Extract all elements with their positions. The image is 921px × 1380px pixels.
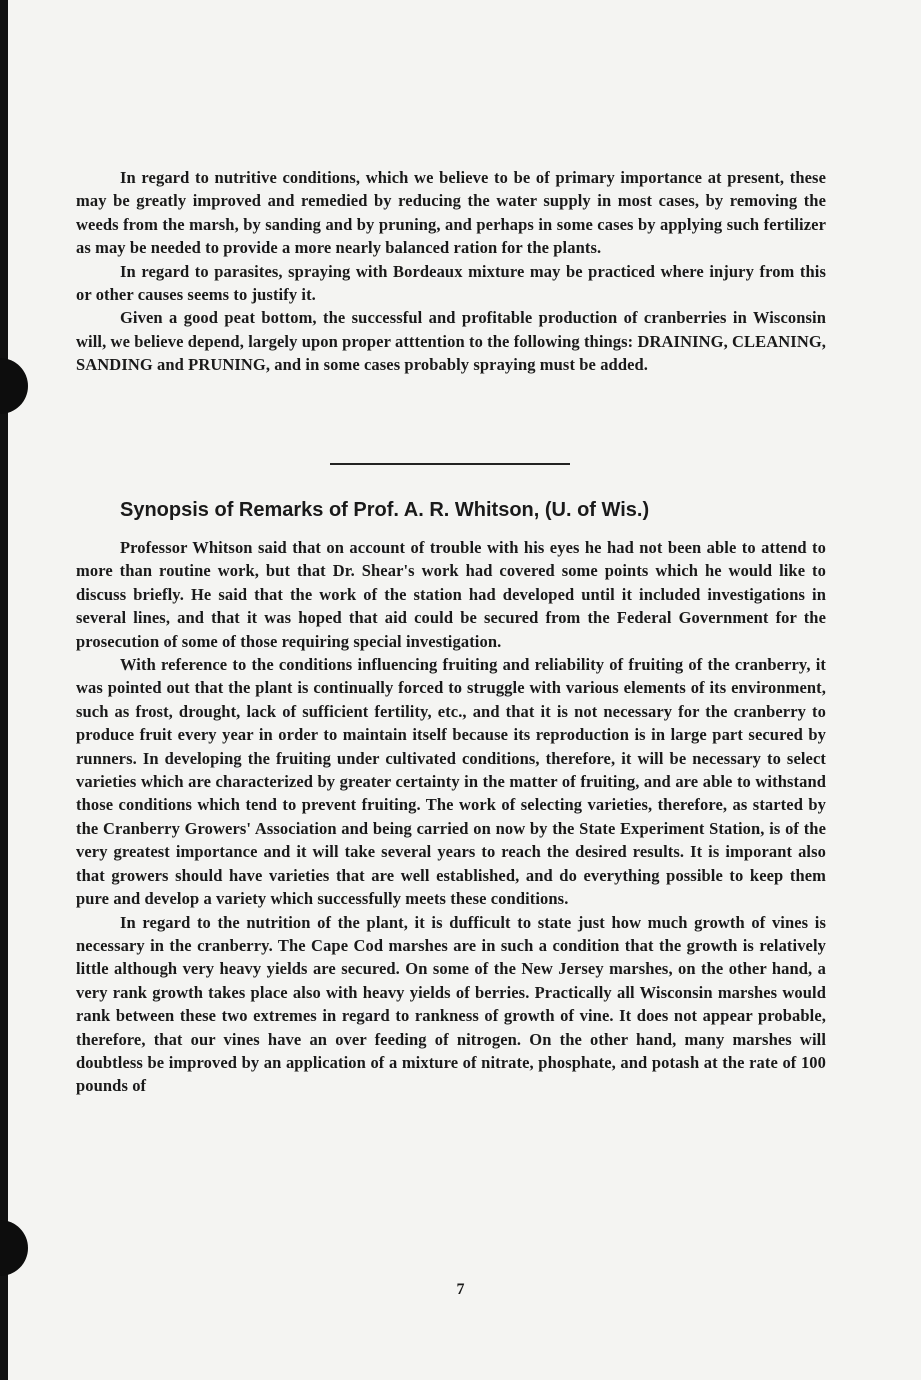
paragraph-whitson-intro: Professor Whitson said that on account of trouble with his eyes he had not been able to attend to more than routine work, but that Dr. Shear's work had covered some points which he would like to discuss briefly. He said that the work of the station had developed until it included investigations in several lines, and that it was hoped that aid could be secured from the Federal Government for the prosecution of some of those requiring special investigation. (76, 538, 826, 651)
binding-edge (0, 0, 8, 1380)
punch-hole (0, 358, 28, 414)
paragraph-nutritive-conditions: In regard to nutritive conditions, which we believe to be of primary importance at present, these may be greatly improved and remedied by reducing the water supply in most cases, by removing the weeds from the marsh, by sanding and by pruning, and perhaps in some cases by applying such fertilizer as may be needed to provide a more nearly balanced ration for the plants. (76, 168, 826, 258)
paragraph-fruiting: With reference to the conditions influencing fruiting and reliability of fruiting of the cranberry, it was pointed out that the plant is continually forced to struggle with various elements of its environment, such as frost, drought, lack of sufficient fertility, etc., and that it is not necessary for the cranberry to produce fruit every year in order to maintain itself because its reproduction is in large part secured by runners. In developing the fruiting under cultivated conditions, therefore, it will be necessary to select varieties which are characterized by greater certainty in the matter of fruiting, and are able to withstand those conditions which tend to prevent fruiting. The work of selecting varieties, therefore, as started by the Cranberry Growers' Association and being carried on now by the State Experiment Station, is of the very greatest importance and it will take several years to reach the desired results. It is imporant also that growers should have varieties that are well established, and do everything possible to keep them pure and develop a variety which successfully meets these conditions. (76, 655, 826, 909)
page-number: 7 (456, 1281, 465, 1298)
paragraph-nutrition: In regard to the nutrition of the plant, it is dufficult to state just how much growth of vines is necessary in the cranberry. The Cape Cod marshes are in such a condition that the growth is relatively little although very heavy yields are secured. On some of the New Jersey marshes, on the other hand, a very rank growth takes place also with heavy yields of berries. Practically all Wisconsin marshes would rank between these two extremes in regard to rankness of growth of vine. It does not appear probable, therefore, that our vines have an over feeding of nitrogen. On the other hand, many marshes will doubtless be improved by an application of a mixture of nitrate, phosphate, and potash at the rate of 100 pounds of (76, 912, 826, 1096)
top-text-section (76, 166, 826, 377)
paragraph-parasites: In regard to parasites, spraying with Bordeaux mixture may be practiced where injury from this or other causes seems to justify it. (76, 261, 826, 305)
section-divider (330, 463, 570, 465)
paragraph-peat-bottom: Given a good peat bottom, the successful and profitable production of cranberries in Wisconsin will, we believe depend, largely upon proper atttention to the following things: DRAINING, CLEANING, SANDING and PRUNING, and in some cases probably spraying must be added. (76, 308, 826, 375)
punch-hole (0, 1220, 28, 1276)
whitson-remarks-section (76, 536, 826, 1098)
section-heading: Synopsis of Remarks of Prof. A. R. Whitson, (U. of Wis.) (120, 499, 650, 521)
